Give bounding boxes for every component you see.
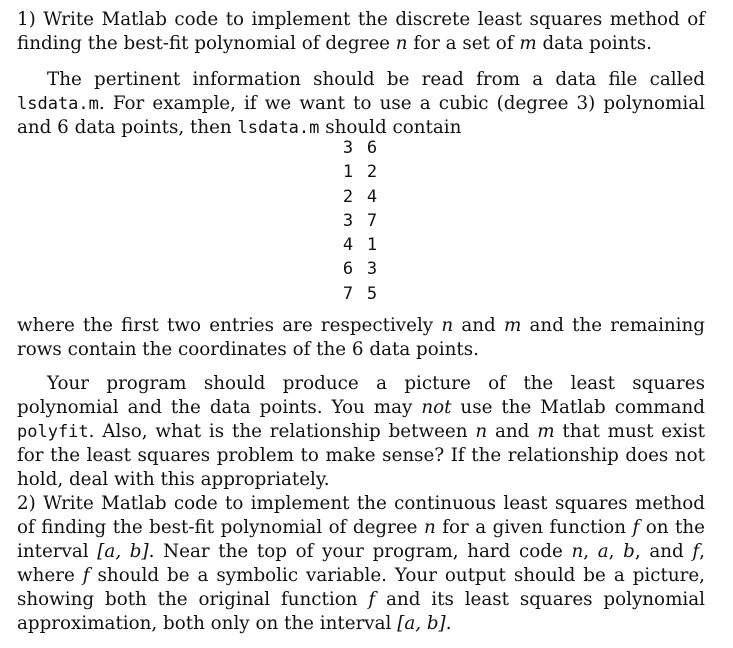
data-file-contents bbox=[336, 136, 384, 306]
problem2-text: 2) Write Matlab code to implement the continuous least squares method of finding the best-fit polynomial of degree n for a given function f on the interval [a, b]. Near the top of your program, hard code n, a, b, and f, where f should be a symbolic variable. Your output should be a picture, showing both the original function f and its least squares polynomial approximation, both only on the interval [a, b]. bbox=[17, 493, 705, 634]
math-var-n: n bbox=[441, 315, 454, 336]
math-var-m: m bbox=[519, 33, 537, 54]
filename-code: lsdata.m bbox=[17, 94, 99, 114]
math-var-f: f bbox=[692, 541, 700, 562]
problem1-data-file-description: The pertinent information should be read from a data file called lsdata.m. For example, if we want to use a cubic (degree 3) polynomial and 6 data points, then lsdata.m should contain bbox=[17, 69, 705, 138]
math-var-f: f bbox=[632, 517, 640, 538]
math-var-n: n bbox=[395, 33, 408, 54]
math-var-b: b bbox=[623, 541, 635, 562]
math-var-n: n bbox=[571, 541, 584, 562]
data-row: 7 5 bbox=[342, 283, 378, 304]
data-row: 2 4 bbox=[342, 186, 378, 207]
math-interval: [a, b] bbox=[97, 541, 149, 562]
math-var-n: n bbox=[423, 517, 436, 538]
math-var-m: m bbox=[537, 421, 555, 442]
problem1-data-explanation: where the first two entries are respectively n and m and the remaining rows contain the coordinates of the 6 data points. bbox=[17, 315, 706, 360]
data-row: 3 7 bbox=[342, 210, 378, 231]
problem1-requirements: Your program should produce a picture of the least squares polynomial and the data points. You may not use the Matlab command polyfit. Also, what is the relationship between n and m that must exist for the least squares problem to make sense? If the relationship does not hold, deal with this appropriately. bbox=[17, 373, 706, 490]
filename-code: lsdata.m bbox=[237, 118, 320, 138]
command-code: polyfit bbox=[17, 422, 89, 442]
data-row: 6 3 bbox=[342, 259, 378, 280]
data-row: 4 1 bbox=[342, 235, 378, 256]
data-row: 1 2 bbox=[342, 162, 378, 183]
math-var-f: f bbox=[368, 589, 376, 610]
problem1-intro: 1) Write Matlab code to implement the discrete least squares method of finding the best-fit polynomial of degree n for a set of m data points. bbox=[17, 9, 705, 54]
math-interval: [a, b] bbox=[397, 613, 446, 634]
math-var-f: f bbox=[82, 565, 90, 586]
math-var-m: m bbox=[503, 315, 522, 336]
math-var-a: a bbox=[597, 541, 609, 562]
data-row: 3 6 bbox=[342, 138, 378, 158]
emphasis-not: not bbox=[421, 397, 452, 418]
math-var-n: n bbox=[475, 421, 488, 442]
